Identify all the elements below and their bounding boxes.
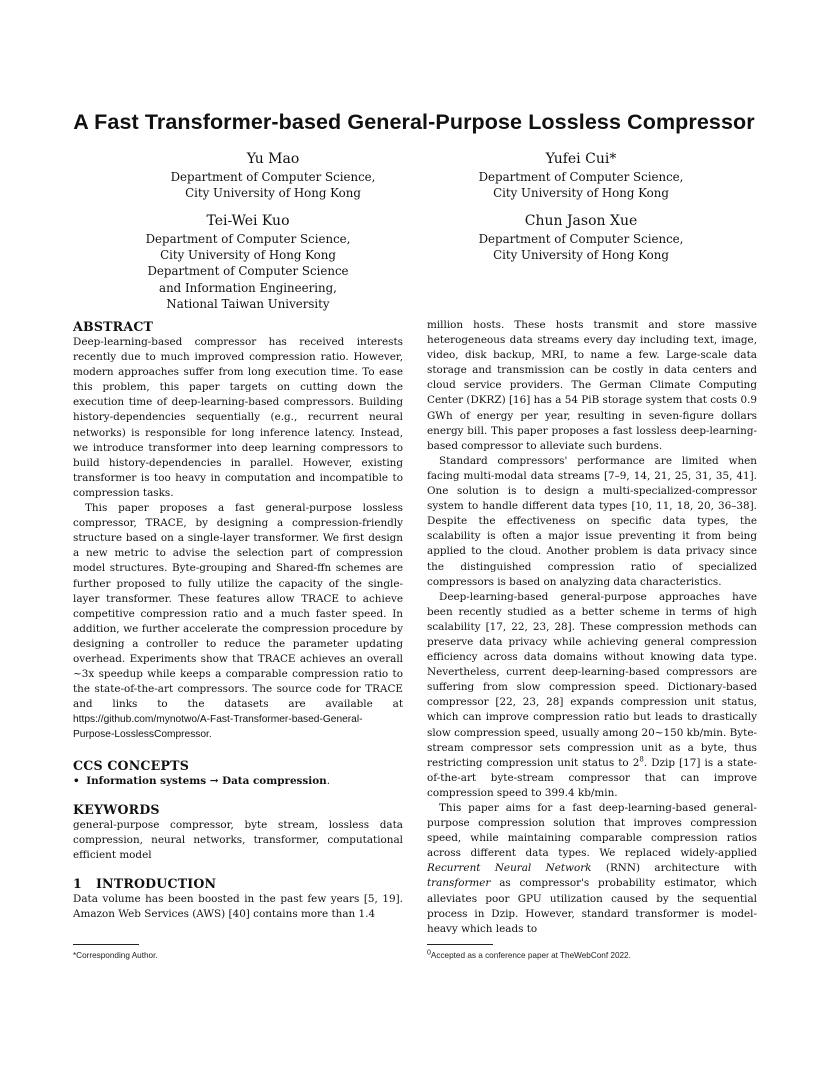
abstract-paragraph: This paper proposes a fast general-purpose lossless compressor, TRACE, by designing a compression-friendly structure based on a single-layer transformer. We first design a new metric to advise the selection part of compression model structures. Byte-grouping and Shared-ffn schemes are further proposed to fully utilize the capacity of the single-layer transformer. These features allow TRACE to achieve competitive compression ratio and a much faster speed. In addition, we further accelerate the compression procedure by designing a controller to reduce the parameter updating overhead. Experiments show that TRACE achieves an overall ~3x speedup while keeps a comparable compression ratio to the state-of-the-art compressors. The source code for TRACE and links to the datasets are available at https://github.com/mynotwo/A-Fast-Transformer-based-General-Purpose-LosslessCompressor. xyxy=(73,502,403,741)
introduction-heading: 1 INTRODUCTION xyxy=(73,875,217,891)
abstract-heading: ABSTRACT xyxy=(73,319,154,334)
author-block xyxy=(123,149,423,201)
author-block xyxy=(98,211,398,312)
abstract-paragraph: Deep-learning-based compressor has received interests recently due to much improved compression ratio. However, modern approaches suffer from long execution time. To ease this problem, this paper targets on cutting down the execution time of deep-learning-based compressors. Building history-dependencies sequentially (e.g., recurrent neural networks) is responsible for long inference latency. Instead, we introduce transformer into deep learning compressors to build history-dependencies in parallel. However, existing transformer is too heavy in computation and incompatible to compression tasks. xyxy=(73,336,403,499)
left-column xyxy=(73,318,403,922)
footnote-right: $^0$Accepted as a conference paper at TheWebConf 2022. xyxy=(427,949,631,960)
paper-title: A Fast Transformer-based General-Purpose Lossless Compressor xyxy=(73,110,755,134)
keywords-heading: KEYWORDS xyxy=(73,801,160,817)
author-name: Chun Jason Xue xyxy=(524,213,638,229)
author-block xyxy=(431,149,731,201)
author-affiliation: Department of Computer Science, City University of Hong Kong xyxy=(478,232,684,263)
author-affiliation: Department of Computer Science, City University of Hong Kong xyxy=(478,170,684,201)
author-block xyxy=(431,211,731,263)
intro-paragraph: Data volume has been boosted in the past few years [5, 19]. Amazon Web Services (AWS) [40] contains more than 1.4 xyxy=(73,892,403,920)
author-name: Yu Mao xyxy=(246,151,300,167)
author-affiliation: Department of Computer Science, City University of Hong Kong xyxy=(170,170,376,201)
source-code-link[interactable]: https://github.com/mynotwo/A-Fast-Transformer-based-General-Purpose-LosslessCompressor. xyxy=(73,714,363,741)
author-affiliation: Department of Computer Science, City University of Hong Kong Department of Computer Science and Information Engineering, National Taiwan University xyxy=(145,232,351,311)
footnote-left: *Corresponding Author. xyxy=(73,951,158,960)
footnote-rule xyxy=(73,944,139,945)
intro-paragraph: million hosts. These hosts transmit and store massive heterogeneous data streams every day including text, image, video, disk backup, MRI, to name a few. Large-scale data storage and transmission can be costly in data centers and cloud service providers. The German Climate Computing Center (DKRZ) [16] has a 54 PiB storage system that costs 0.9 GWh of energy per year, resulting in seven-figure dollars energy bill. This paper proposes a fast lossless deep-learning-based compressor to alleviate such burdens. xyxy=(427,319,757,452)
footnote-rule xyxy=(427,944,493,945)
keywords-text: general-purpose compressor, byte stream, lossless data compression, neural networks, transformer, computational efficient model xyxy=(73,818,403,861)
ccs-heading: CCS CONCEPTS xyxy=(73,757,189,773)
right-column xyxy=(427,318,757,937)
ccs-item: • Information systems → Data compression. xyxy=(73,774,331,787)
author-name: Tei-Wei Kuo xyxy=(206,213,290,229)
author-name: Yufei Cui* xyxy=(545,151,617,167)
intro-paragraph: This paper aims for a fast deep-learning-based general-purpose compression solution that improves compression speed, while maintaining comparable compression ratios across different data types. We replaced widely-applied Recurrent Neural Network (RNN) architecture with transformer as compressor's probability estimator, which alleviates poor GPU utilization caused by the sequential process in Dzip. However, standard transformer is model-heavy which leads to xyxy=(427,802,758,935)
intro-paragraph: Deep-learning-based general-purpose approaches have been recently studied as a better scheme in terms of high scalability [17, 22, 23, 28]. These compression methods can preserve data privacy while achieving general compression efficiency across data domains without knowing data type. Nevertheless, current deep-learning-based compressors are suffering from slow compression speed. Dictionary-based compressor [22, 23, 28] expands compression unit status, which can improve compression ratio but leads to drastically slow compression speed, usually among 20~150 kb/min. Byte-stream compressor sets compression unit as a byte, thus restricting compression unit status to $2^8$. Dzip [17] is a state-of-the-art byte-stream compressor that can improve compression speed to 399.4 kb/min. xyxy=(427,590,757,799)
intro-paragraph: Standard compressors' performance are limited when facing multi-modal data streams [7–9, 14, 21, 25, 31, 35, 41]. One solution is to design a multi-specialized-compressor system to handle different data types [10, 11, 18, 20, 36–38]. Despite the effectiveness on specific data types, the scalability is often a major issue preventing it from being applied to the cloud. Another problem is data privacy since the distinguished compression ratio of specialized compressors is based on analyzing data characteristics. xyxy=(427,454,757,588)
